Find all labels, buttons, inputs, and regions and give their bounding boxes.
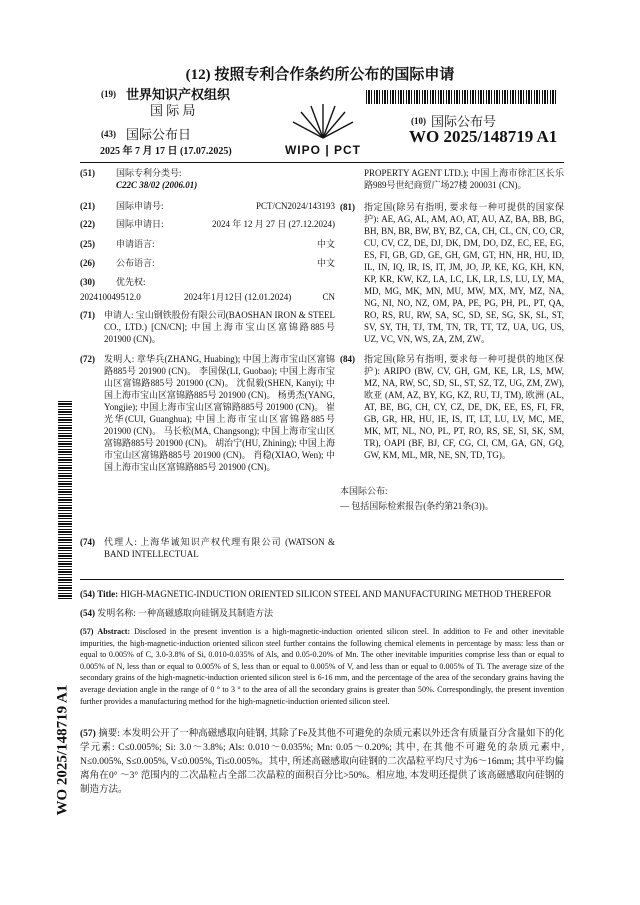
field-72 [80,353,335,473]
field-21-code: (21) [80,201,95,211]
abstract-cn-code: (57) [80,729,96,739]
pubno-value: WO 2025/148719 A1 [409,127,558,146]
abstract-en-label: Abstract: [97,627,131,636]
priority-country: CN [322,292,335,302]
title-cn-text: 发明名称: 一种高磁感取向硅钢及其制造方法 [97,608,274,618]
field-26-code: (26) [80,258,95,268]
priority-number: 202410049512.0 [80,292,141,302]
field-21-value: PCT/CN2024/143193 [255,201,335,211]
field-72-text: 发明人: 章华兵(ZHANG, Huabing); 中国上海市宝山区富锦路885号 201900 (CN)。 李国保(LI, Guobao); 中国上海市宝山区富锦路885号 201900 (CN)。 沈侃毅(SHEN, Kanyi); 中国上海市宝山区富锦路885号 201900 (CN)。 杨勇杰(YANG, Yongjie); 中国上海市宝山区富锦路885号 201900 (CN)。 崔光华(CUI, Guanghua); 中国上海市宝山区富锦路885号 201900 (CN)。 马长松(MA, Changsong); 中国上海市宝山区富锦路885号 201900 (CN)。 胡治宁(HU, Zhining); 中国上海市宝山区富锦路885号 201900 (CN)。 肖稳(XIAO, Wen); 中国上海市宝山区富锦路885号 201900 (CN)。 [104,354,335,472]
pubdate-value: 2025 年 7 月 17 日 (17.07.2025) [100,146,232,157]
field-25-code: (25) [80,239,95,249]
field-51-code: (51) [80,168,95,178]
abstract-cn-text: 摘要: 本发明公开了一种高磁感取向硅钢, 其除了Fe及其他不可避免的杂质元素以外还含有质量百分含量如下的化学元素: C≤0.005%; Si: 3.0～3.8%; Als: 0.010～0.035%; Mn: 0.05～0.20%; 其中, 在其他不可避免的杂质元素中, N≤0.005%, S≤0.005%, V≤0.005%, Ti≤0.005%。其中, 所述高磁感取向硅钢的二次晶粒平均尺寸为6～16mm; 其中平均偏离角在0° ～3° 范围内的二次晶粒占全部二次晶粒的面积百分比>50%。相应地, 本发明还提供了该高磁感取向硅钢的制造方法。 [80,729,564,795]
abstract-cn [80,727,564,797]
field-30-code: (30) [80,277,95,287]
title-cn-code: (54) [80,608,95,618]
abstract-en-text: Disclosed in the present invention is a high-magnetic-induction oriented silicon steel. In addition to Fe and other inevitable impurities, the high-magnetic-induction oriented silicon steel further contains the following chemical elements in percentage by mass: less than or equal to 0.005% of C, 3.0-3.8% of Si, 0.010-0.035% of Als, and 0.05-0.20% of Mn. The other inevitable impurities comprise less than or equal to 0.005% of N, less than or equal to 0.005% of S, less than or equal to 0.005% of V, and less than or equal to 0.005% of Ti. The average size of the secondary grains of the high-magnetic-induction oriented silicon steel is 6-16 mm, and the percentage of the area of the secondary grains having the average deviation angle in the range of 0 ° to 3 ° to the area of all the secondary grains is greater than 50%. Correspondingly, the present invention further provides a manufacturing method for the high-magnetic-induction oriented silicon steel. [80,627,564,706]
field-84 [340,353,564,461]
pubno-label: 国际公布号 [431,114,497,129]
title-cn-row [80,607,564,619]
field-84-text: 指定国(除另有指明, 要求每一种可提供的地区保护): ARIPO (BW, CV, GH, GM, KE, LR, LS, MW, MZ, NA, RW, SC, SD, SL, ST, SZ, TZ, UG, ZM, ZW), 欧亚 (AM, AZ, BY, KG, KZ, RU, TJ, TM), 欧洲 (AL, AT, BE, BG, CH, CY, CZ, DE, DK, EE, ES, FI, FR, GB, GR, HR, HU, IE, IS, IT, LT, LU, LV, MC, ME, MK, MT, NL, NO, PL, PT, RO, RS, SE, SI, SK, SM, TR), OAPI (BF, BJ, CF, CG, CI, CM, GA, GN, GQ, GW, KM, ML, MR, NE, SN, TD, TG)。 [364,354,564,460]
title-en-code: (54) [80,589,95,599]
field-51-value: C22C 38/02 (2006.01) [116,180,198,190]
field-74-code: (74) [80,537,95,547]
field-72-code: (72) [80,354,95,364]
priority-date: 2024年1月12日 (12.01.2024) [184,292,292,302]
field-25-value: 中文 [316,239,335,249]
field-81-code: (81) [340,202,355,212]
top-barcode [366,90,556,104]
side-barcode [58,399,72,599]
title-en-label: Title: [97,589,119,599]
field-26-label: 公布语言: [116,258,155,268]
pubno-code: (10) [411,116,426,126]
field-22 [80,218,335,230]
publication-item: — 包括国际检索报告(条约第21条(3))。 [340,501,494,511]
field-51-label: 国际专利分类号: [116,168,182,178]
pubdate-code: (43) [101,129,116,139]
field-25-label: 申请语言: [116,239,155,249]
field-74-text: 代理人: 上海华诚知识产权代理有限公司 (WATSON & BAND INTELLECTUAL [104,537,335,559]
title-en-row [80,588,564,600]
org-name: 世界知识产权组织 [126,87,231,102]
pubdate-label: 国际公布日 [126,127,192,142]
field-74 [80,536,335,560]
field-26 [80,257,335,269]
abstract-en [80,626,564,707]
org-bureau: 国 际 局 [150,103,196,118]
field-26-value: 中文 [316,258,335,268]
title-en-text: HIGH-MAGNETIC-INDUCTION ORIENTED SILICON STEEL AND MANUFACTURING METHOD THEREFOR [120,589,552,599]
field-30-label: 优先权: [116,277,146,287]
side-publication-number: WO 2025/148719 A1 [54,684,71,816]
field-74-continued: PROPERTY AGENT LTD.); 中国上海市徐汇区长乐路989号世纪商贸广场27楼 200031 (CN)。 [364,168,564,190]
field-30 [80,276,335,288]
header-divider [80,162,564,163]
field-22-code: (22) [80,219,95,229]
publication-label: 本国际公布: [340,486,388,496]
field-71 [80,309,335,345]
field-22-label: 国际申请日: [116,219,164,229]
wipo-logo [283,100,363,160]
field-81 [340,201,564,345]
field-71-code: (71) [80,310,95,320]
field-84-code: (84) [340,354,355,364]
field-25 [80,238,335,250]
field-51 [80,167,335,191]
wipo-pct-label: WIPO | PCT [284,143,362,157]
abstract-en-code: (57) [80,627,94,636]
wipo-emblem-icon [283,100,363,140]
field-21 [80,200,335,212]
abstract-divider [80,579,564,580]
field-22-value: 2024 年 12 月 27 日 (27.12.2024) [212,219,335,229]
document-title: (12) 按照专利合作条约所公布的国际申请 [185,67,455,83]
field-71-text: 申请人: 宝山钢铁股份有限公司(BAOSHAN IRON & STEEL CO., LTD.) [CN/CN]; 中国上海市宝山区富锦路885号 201900 (CN)。 [104,310,335,344]
field-21-label: 国际申请号: [116,201,164,211]
field-81-text: 指定国(除另有指明, 要求每一种可提供的国家保护): AE, AG, AL, AM, AO, AT, AU, AZ, BA, BB, BG, BH, BN, BR, BW, BY, BZ, CA, CH, CL, CN, CO, CR, CU, CV, CZ, DE, DJ, DK, DM, DO, DZ, EC, EE, EG, ES, FI, GB, GD, GE, GH, GM, GT, HN, HR, HU, ID, IL, IN, IQ, IR, IS, IT, JM, JO, JP, KE, KG, KH, KN, KP, KR, KW, KZ, LA, LC, LK, LR, LS, LU, LY, MA, MD, MG, MK, MN, MU, MW, MX, MY, MZ, NA, NG, NI, NO, NZ, OM, PA, PE, PG, PH, PL, PT, QA, RO, RS, RU, RW, SA, SC, SD, SE, SG, SK, SL, ST, SV, SY, TH, TJ, TM, TN, TR, TT, TZ, UA, UG, US, UZ, VC, VN, WS, ZA, ZM, ZW。 [364,202,564,344]
org-code: (19) [101,89,116,99]
